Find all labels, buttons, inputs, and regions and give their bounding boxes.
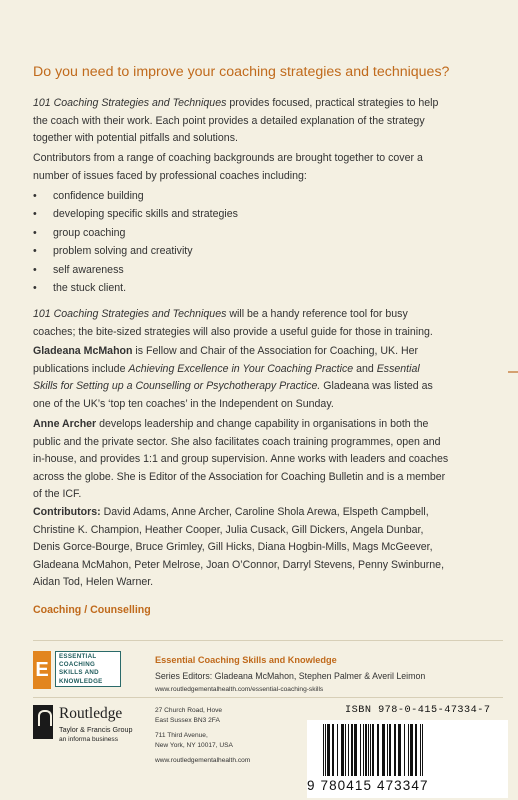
contributors-list: Contributors: David Adams, Anne Archer, Caroline Shola Arewa, Elspeth Campbell, Christine K. Champion, Heather Cooper, Julia Cusack, Gill Dickers, Angela Dunbar, Denis Gorce-Bourge, Bruce Grimley, Gill Hicks, Diana Hogbin-Mills, Mags McGeever, Gladeana McMahon, Peter Melrose, Joan O’Connor, Darryl Stevens, Penny Swinburne, Aidan Tod, Helen Warner. bbox=[33, 506, 445, 589]
author-bio-archer: Anne Archer develops leadership and change capability in organisations in both the public and the private sector. She also facilitates coach training programmes, open and in-house, and provides 1:1 and group supervision. Anne works with leaders and coaches across the globe. She is Editor of the Association for Coaching Bulletin and is a member of the ICF. bbox=[33, 418, 449, 501]
series-logo-letter: E bbox=[33, 651, 51, 689]
book-title: 101 Coaching Strategies and Techniques bbox=[33, 97, 227, 109]
barcode-bar bbox=[332, 724, 334, 776]
address-line: East Sussex BN3 2FA bbox=[155, 717, 220, 724]
barcode-bar bbox=[415, 724, 417, 776]
publisher-name: Routledge bbox=[59, 705, 123, 722]
author-name: Gladeana McMahon bbox=[33, 345, 133, 357]
barcode-bar bbox=[382, 724, 385, 776]
series-title: Essential Coaching Skills and Knowledge bbox=[155, 655, 337, 665]
barcode-bar bbox=[372, 724, 374, 776]
list-item: • developing specific skills and strategies bbox=[33, 205, 238, 223]
publisher-logo bbox=[33, 705, 153, 745]
list-item: • problem solving and creativity bbox=[33, 242, 238, 260]
barcode-bar bbox=[365, 724, 367, 776]
isbn-barcode bbox=[305, 704, 510, 800]
barcode-bar bbox=[351, 724, 353, 776]
barcode-bar bbox=[327, 724, 330, 776]
barcode-bar bbox=[377, 724, 379, 776]
barcode-bar bbox=[387, 724, 388, 776]
barcode-bar bbox=[404, 724, 405, 776]
isbn-label: ISBN 978-0-415-47334-7 bbox=[345, 705, 491, 716]
list-item: • group coaching bbox=[33, 224, 238, 242]
barcode-digits: 9 780415 473347 bbox=[307, 778, 429, 793]
barcode-bar bbox=[337, 724, 338, 776]
divider bbox=[33, 697, 503, 698]
routledge-icon bbox=[33, 705, 53, 739]
barcode-bar bbox=[368, 724, 369, 776]
series-url[interactable]: www.routledgementalhealth.com/essential-coaching-skills bbox=[155, 686, 324, 693]
list-item: • the stuck client. bbox=[33, 279, 238, 297]
barcode-bar bbox=[363, 724, 364, 776]
barcode-bar bbox=[348, 724, 349, 776]
contributors-intro: Contributors from a range of coaching backgrounds are brought together to cover a number of issues faced by professional coaches including: bbox=[33, 152, 423, 182]
address-line: 27 Church Road, Hove bbox=[155, 707, 223, 714]
barcode-bar bbox=[408, 724, 409, 776]
barcode-bar bbox=[325, 724, 326, 776]
publisher-group: Taylor & Francis Group bbox=[59, 725, 133, 734]
barcode-bar bbox=[345, 724, 346, 776]
author-name: Anne Archer bbox=[33, 418, 97, 430]
barcode-bar bbox=[422, 724, 423, 776]
barcode bbox=[307, 720, 508, 798]
author-bio-mcmahon: Gladeana McMahon is Fellow and Chair of the Association for Coaching, UK. Her publications include Achieving Excellence in Your Coaching Practice and Essential Skills for Setting up a Counselling or Psychotherapy Practice. Gladeana was listed as one of the UK’s ‘top ten coaches’ in the Independent on Sunday. bbox=[33, 345, 433, 410]
barcode-bar bbox=[354, 724, 357, 776]
barcode-bar bbox=[410, 724, 413, 776]
intro-paragraph: 101 Coaching Strategies and Techniques provides focused, practical strategies to help the coach with their work. Each point provides a detailed explanation of the strategy together with potential pitfalls and solutions. bbox=[33, 97, 439, 145]
barcode-bar bbox=[370, 724, 371, 776]
barcode-bar bbox=[360, 724, 361, 776]
barcode-bar bbox=[323, 724, 324, 776]
reference-paragraph: 101 Coaching Strategies and Techniques will be a handy reference tool for busy coaches; the bite-sized strategies will also provide a useful guide for those in training. bbox=[33, 308, 433, 338]
series-logo-text: ESSENTIAL COACHING SKILLS AND KNOWLEDGE bbox=[55, 651, 121, 687]
subject-category: Coaching / Counselling bbox=[33, 604, 151, 616]
divider bbox=[33, 640, 503, 641]
address-line: 711 Third Avenue, bbox=[155, 732, 208, 739]
list-item: • confidence building bbox=[33, 187, 238, 205]
list-item: • self awareness bbox=[33, 261, 238, 279]
topic-list bbox=[33, 187, 238, 297]
address-line: New York, NY 10017, USA bbox=[155, 742, 233, 749]
publisher-tagline: an informa business bbox=[59, 736, 119, 743]
edge-mark bbox=[508, 371, 518, 373]
barcode-bar bbox=[420, 724, 421, 776]
barcode-bar bbox=[398, 724, 401, 776]
barcode-bar bbox=[394, 724, 396, 776]
series-logo bbox=[33, 651, 123, 689]
headline: Do you need to improve your coaching strategies and techniques? bbox=[33, 64, 450, 80]
barcode-bar bbox=[389, 724, 391, 776]
barcode-bar bbox=[341, 724, 344, 776]
barcode-bars bbox=[307, 720, 508, 780]
series-editors: Series Editors: Gladeana McMahon, Stephen Palmer & Averil Leimon bbox=[155, 671, 426, 681]
publisher-website[interactable]: www.routledgementalhealth.com bbox=[155, 757, 251, 764]
